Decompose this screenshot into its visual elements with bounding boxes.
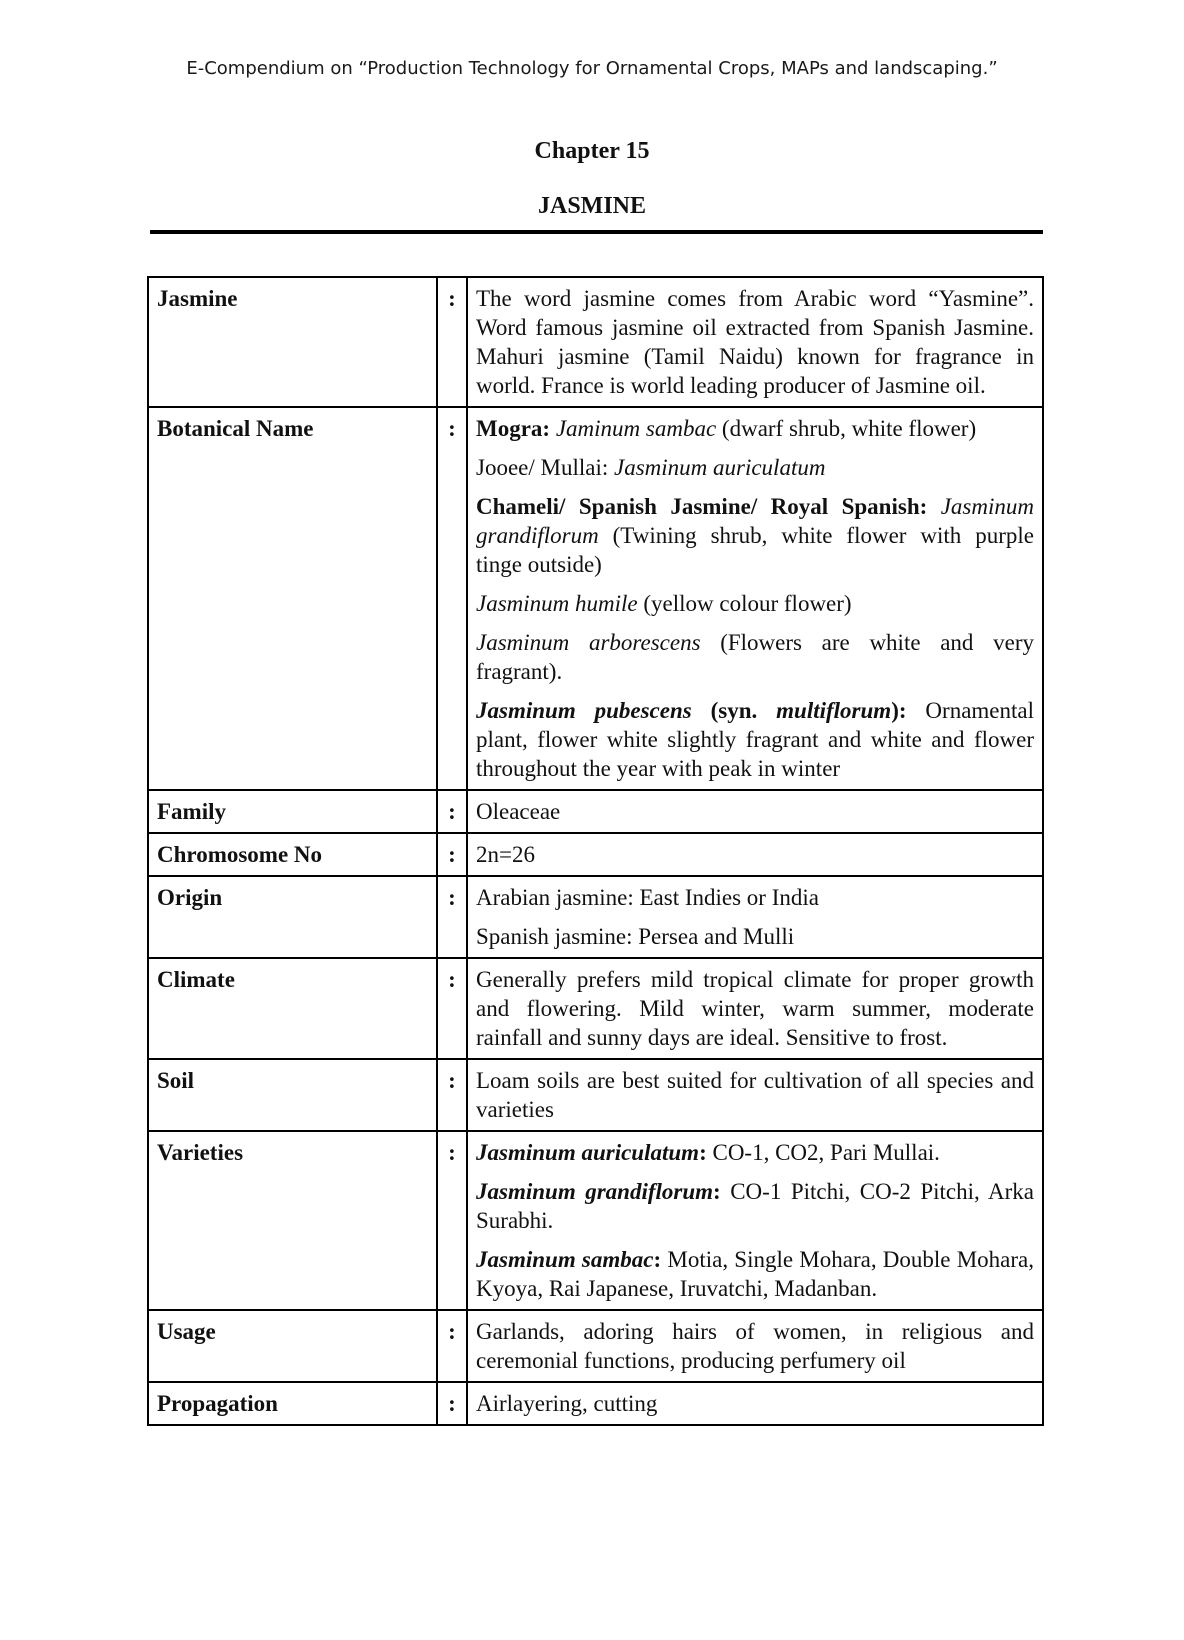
title-rule-divider (150, 230, 1043, 234)
row-value (467, 1059, 1043, 1131)
text-segment: (Twining shrub, white flower with purple tinge outside) (476, 523, 1034, 577)
value-paragraph (476, 696, 1034, 783)
table-row-chromosome-no (148, 833, 1043, 876)
text-segment: Jasminum pubescens (476, 698, 692, 723)
row-label: Propagation (148, 1382, 437, 1425)
value-paragraph (476, 883, 1034, 912)
value-paragraph (476, 1245, 1034, 1303)
value-paragraph (476, 922, 1034, 951)
value-paragraph (476, 1066, 1034, 1124)
text-segment: Jasminum grandiflorum (476, 494, 1034, 548)
table-row-varieties (148, 1131, 1043, 1310)
text-segment: ): (891, 698, 926, 723)
row-label: Botanical Name (148, 407, 437, 790)
value-paragraph (476, 453, 1034, 482)
row-label: Climate (148, 958, 437, 1059)
table-row-propagation (148, 1382, 1043, 1425)
value-paragraph (476, 797, 1034, 826)
row-value (467, 277, 1043, 407)
row-label: Family (148, 790, 437, 833)
row-separator: : (437, 833, 467, 876)
text-segment: Ornamental plant, flower white slightly fragrant and white and flower throughout the year with peak in winter (476, 698, 1034, 781)
row-label: Jasmine (148, 277, 437, 407)
text-segment: Oleaceae (476, 799, 561, 824)
value-paragraph (476, 628, 1034, 686)
text-segment: Garlands, adoring hairs of women, in religious and ceremonial functions, producing perfumery oil (476, 1319, 1034, 1373)
text-segment: Generally prefers mild tropical climate for proper growth and flowering. Mild winter, warm summer, moderate rainfall and sunny days are ideal. Sensitive to frost. (476, 967, 1034, 1050)
table-row-soil (148, 1059, 1043, 1131)
row-value (467, 833, 1043, 876)
text-segment: : (699, 1140, 713, 1165)
text-segment: 2n=26 (476, 842, 535, 867)
table-row-climate (148, 958, 1043, 1059)
row-separator: : (437, 1382, 467, 1425)
value-paragraph (476, 1389, 1034, 1418)
chapter-number: Chapter 15 (534, 138, 650, 164)
row-separator: : (437, 876, 467, 958)
text-segment: (syn. (691, 698, 777, 723)
row-value (467, 1131, 1043, 1310)
table-row-jasmine (148, 277, 1043, 407)
row-label: Chromosome No (148, 833, 437, 876)
row-label: Varieties (148, 1131, 437, 1310)
text-segment: : (713, 1179, 731, 1204)
value-paragraph (476, 840, 1034, 869)
text-segment: Airlayering, cutting (476, 1391, 658, 1416)
text-segment: Jasminum auriculatum (613, 455, 826, 480)
row-separator: : (437, 277, 467, 407)
row-separator: : (437, 1131, 467, 1310)
text-segment: CO-1, CO2, Pari Mullai. (712, 1140, 940, 1165)
row-value (467, 958, 1043, 1059)
text-segment: Chameli/ Spanish Jasmine/ Royal Spanish: (476, 494, 941, 519)
text-segment: Jasminum grandiflorum (476, 1179, 714, 1204)
row-label: Origin (148, 876, 437, 958)
text-segment: Jooee/ Mullai: (476, 455, 614, 480)
row-label: Soil (148, 1059, 437, 1131)
row-value (467, 790, 1043, 833)
text-segment: : (653, 1247, 668, 1272)
text-segment: multiflorum (776, 698, 892, 723)
value-paragraph (476, 1317, 1034, 1375)
text-segment: The word jasmine comes from Arabic word “Yasmine”. Word famous jasmine oil extracted from Spanish Jasmine. Mahuri jasmine (Tamil Naidu) known for fragrance in world. France is world leading producer of Jasmine oil. (476, 286, 1034, 398)
text-segment: Jasminum auriculatum (476, 1140, 700, 1165)
value-paragraph (476, 1177, 1034, 1235)
row-value (467, 1310, 1043, 1382)
text-segment: (dwarf shrub, white flower) (716, 416, 977, 441)
table-row-origin (148, 876, 1043, 958)
page-title: JASMINE (537, 193, 646, 219)
running-header: E-Compendium on “Production Technology for Ornamental Crops, MAPs and landscaping.” (186, 58, 998, 79)
text-segment: CO-1 Pitchi, CO-2 Pitchi, Arka Surabhi. (476, 1179, 1034, 1233)
text-segment: Mogra: (476, 416, 556, 441)
text-segment: Jasminum arborescens (476, 630, 701, 655)
value-paragraph (476, 1138, 1034, 1167)
row-value (467, 1382, 1043, 1425)
text-segment: (Flowers are white and very fragrant). (476, 630, 1034, 684)
text-segment: (yellow colour flower) (637, 591, 852, 616)
value-paragraph (476, 589, 1034, 618)
text-segment: Spanish jasmine: Persea and Mulli (476, 924, 795, 949)
value-paragraph (476, 965, 1034, 1052)
text-segment: Jasminum sambac (476, 1247, 654, 1272)
row-separator: : (437, 1059, 467, 1131)
value-paragraph (476, 492, 1034, 579)
text-segment: Motia, Single Mohara, Double Mohara, Kyoya, Rai Japanese, Iruvatchi, Madanban. (476, 1247, 1034, 1301)
crop-info-table (147, 276, 1044, 1426)
crop-info-table-body (148, 277, 1043, 1425)
row-separator: : (437, 958, 467, 1059)
row-label: Usage (148, 1310, 437, 1382)
text-segment: Jaminum sambac (555, 416, 717, 441)
text-segment: Loam soils are best suited for cultivation of all species and varieties (476, 1068, 1034, 1122)
value-paragraph (476, 414, 1034, 443)
row-separator: : (437, 1310, 467, 1382)
table-row-botanical-name (148, 407, 1043, 790)
text-segment: Arabian jasmine: East Indies or India (476, 885, 819, 910)
value-paragraph (476, 284, 1034, 400)
table-row-usage (148, 1310, 1043, 1382)
row-value (467, 407, 1043, 790)
row-separator: : (437, 407, 467, 790)
table-row-family (148, 790, 1043, 833)
row-value (467, 876, 1043, 958)
text-segment: Jasminum humile (476, 591, 638, 616)
row-separator: : (437, 790, 467, 833)
